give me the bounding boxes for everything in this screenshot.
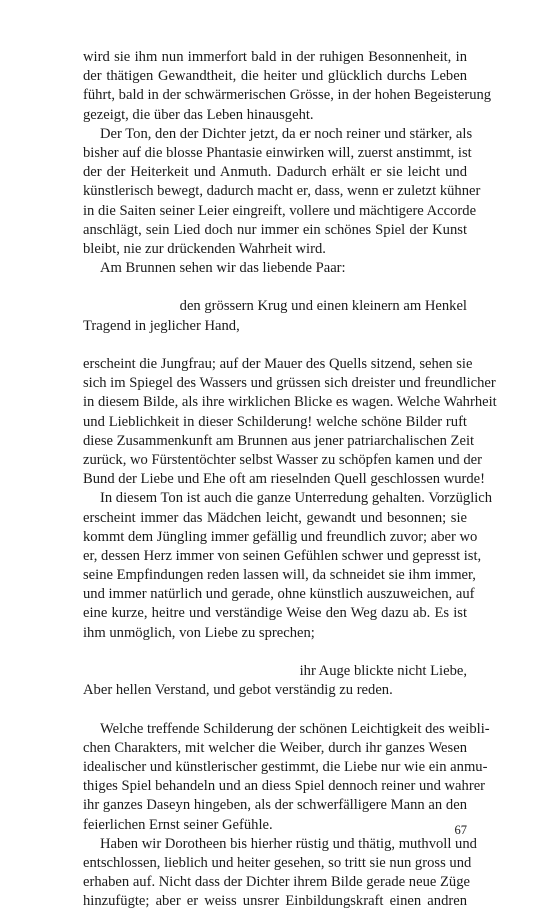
text-line: in diesem Bilde, als ihre wirklichen Blicke es wagen. Welche Wahrheit — [83, 394, 497, 411]
text-line: entschlossen, lieblich und heiter gesehen, so tritt sie nun gross und — [83, 854, 472, 871]
text-line: wird sie ihm nun immerfort bald in der ruhigen Besonnenheit, in — [83, 49, 467, 65]
text-line: In diesem Ton ist auch die ganze Unterredung gehalten. Vorzüglich — [100, 490, 493, 507]
text-line: Am Brunnen sehen wir das liebende Paar: — [100, 260, 346, 277]
blank-line — [83, 700, 467, 719]
text-line: erscheint die Jungfrau; auf der Mauer des Quells sitzend, sehen sie — [83, 356, 473, 372]
text-line: in die Saiten seiner Leier eingreift, vollere und mächtigere Accorde — [83, 202, 477, 219]
text-line: erhaben auf. Nicht dass der Dichter ihrem Bilde gerade neue Züge — [83, 874, 470, 891]
text-line: sich im Spiegel des Wassers und grüssen sich dreister und freundlicher — [83, 375, 496, 392]
text-line: gezeigt, die über das Leben hinausgeht. — [83, 106, 314, 123]
text-line: eine kurze, heitre und verständige Weise den Weg dazu ab. Es ist — [83, 605, 467, 622]
blank-line — [83, 336, 467, 355]
text-line: kommt dem Jüngling immer gefällig und freundlich zuvor; aber wo — [83, 528, 478, 545]
text-line: Der Ton, den der Dichter jetzt, da er noch reiner und stärker, als — [100, 125, 473, 142]
text-line: ihr ganzes Daseyn hingeben, als der schwerfälligere Mann an den — [83, 797, 467, 814]
text-line: thiges Spiel behandeln und an diess Spiel dennoch reiner und wahrer — [83, 778, 486, 795]
text-line: und immer natürlich und gerade, ohne künstlich auszuweichen, auf — [83, 586, 475, 603]
page-number: 67 — [454, 823, 467, 837]
text-line: bleibt, nie zur drückenden Wahrheit wird. — [83, 240, 326, 257]
text-line: erscheint immer das Mädchen leicht, gewandt und besonnen; sie — [83, 509, 467, 526]
text-line: bisher auf die blosse Phantasie einwirken will, zuerst anstimmt, ist — [83, 144, 472, 161]
text-line: Tragend in jeglicher Hand, — [83, 317, 240, 334]
text-line: zurück, wo Fürstentöchter selbst Wasser zu schöpfen kamen und der — [83, 451, 482, 468]
text-line: feierlichen Ernst seiner Gefühle. — [83, 816, 273, 833]
text-line: ihm unmöglich, von Liebe zu sprechen; — [83, 624, 315, 641]
page-body — [83, 48, 497, 911]
text-line: chen Charakters, mit welcher die Weiber, durch ihr ganzes Wesen — [83, 739, 467, 756]
text-line: Bund der Liebe und Ehe oft am rieselnden Quell geschlossen wurde! — [83, 471, 486, 488]
text-line: führt, bald in der schwärmerischen Grösse, in der hohen Begeisterung — [83, 87, 492, 104]
blank-line — [83, 278, 467, 297]
text-line: und Lieblichkeit in dieser Schilderung! welche schöne Bilder ruft — [83, 413, 467, 430]
verse-line: den grössern Krug und einen kleinern am Henkel — [179, 298, 467, 315]
text-line: Haben wir Dorotheen bis hierher rüstig und thätig, muthvoll und — [100, 835, 477, 852]
blank-line — [83, 643, 467, 662]
text-line: der der Heiterkeit und Anmuth. Dadurch erhält er sie leicht und — [83, 164, 467, 181]
text-line: anschlägt, sein Lied doch nur immer ein schönes Spiel der Kunst — [83, 221, 467, 238]
text-line: Welche treffende Schilderung der schönen Leichtigkeit des weibli- — [100, 720, 490, 737]
verse-line: ihr Auge blickte nicht Liebe, — [299, 663, 467, 679]
text-line: Aber hellen Verstand, und gebot verständig zu reden. — [83, 682, 393, 699]
text-line: künstlerisch bewegt, dadurch macht er, dass, wenn er zuletzt kühner — [83, 183, 481, 200]
text-line: der thätigen Gewandtheit, die heiter und glücklich durchs Leben — [83, 68, 467, 85]
text-line: er, dessen Herz immer von seinen Gefühlen schwer und gepresst ist, — [83, 547, 482, 564]
text-line: idealischer und künstlerischer gestimmt, die Liebe nur wie ein anmu- — [83, 758, 488, 775]
text-line: hinzufügte; aber er weiss unsrer Einbildungskraft einen andren — [83, 893, 467, 910]
text-line: seine Empfindungen reden lassen will, da schneidet sie ihm immer, — [83, 567, 476, 584]
text-line: diese Zusammenkunft am Brunnen aus jener patriarchalischen Zeit — [83, 432, 475, 449]
